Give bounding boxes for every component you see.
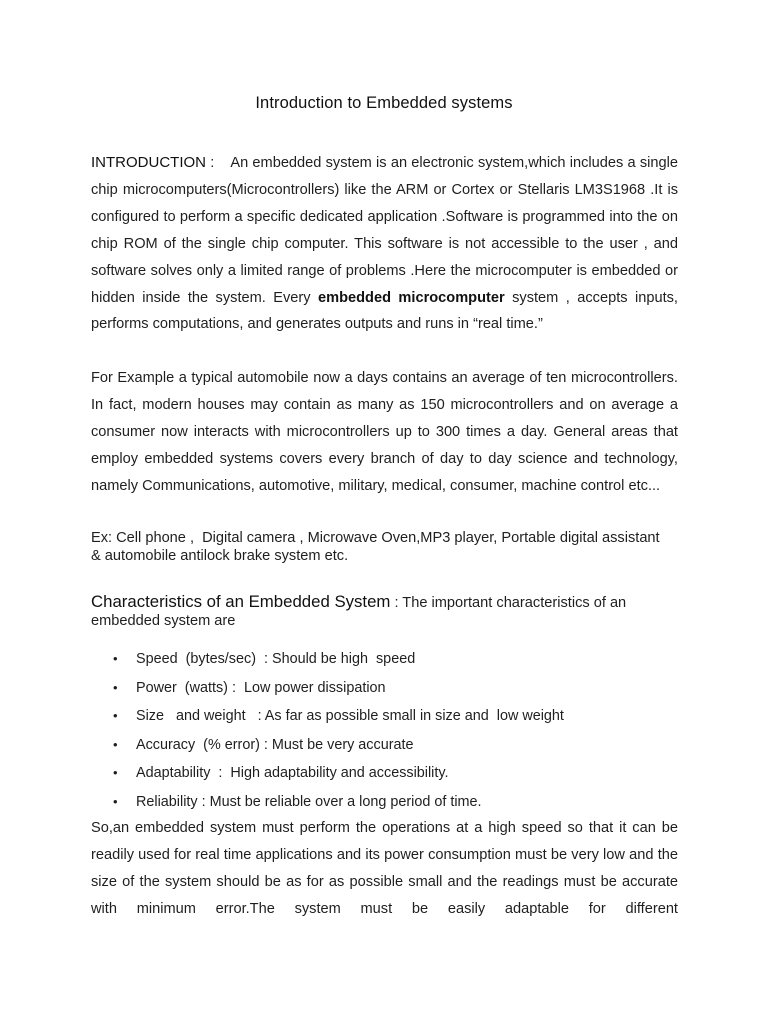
bullet-icon: • [113, 793, 118, 809]
list-item-text: Size and weight : As far as possible small in size and low weight [136, 708, 564, 725]
bullet-icon: • [113, 736, 118, 752]
document-title: Introduction to Embedded systems [255, 94, 513, 112]
list-item-text: Power (watts) : Low power dissipation [136, 679, 386, 696]
intro-text-part-2: system , accepts inputs, performs computations, and generates outputs and runs in “real time.” [91, 289, 678, 333]
intro-label: INTRODUCTION [91, 154, 206, 171]
list-item-text: Reliability : Must be reliable over a long period of time. [136, 793, 482, 810]
characteristics-list [91, 645, 678, 817]
intro-text-part-1: An embedded system is an electronic system,which includes a single chip microcomputers(Microcontrollers) like the ARM or Cortex or Stellaris LM3S1968 .It is configured to perform a specific dedicated application .Software is programmed into the on chip ROM of the single chip computer. This software is not accessible to the user , and software solves only a limited range of problems .Here the microcomputer is embedded or hidden inside the system. Every [91, 155, 678, 306]
examples-line-2: & automobile antilock brake system etc. [91, 548, 349, 564]
list-item [91, 731, 678, 760]
intro-paragraph [91, 150, 678, 338]
list-item-text: Accuracy (% error) : Must be very accurate [136, 736, 414, 753]
characteristics-intro-text: : The important characteristics of an embedded system are [91, 595, 627, 629]
bullet-icon: • [113, 679, 118, 695]
example-paragraph: For Example a typical automobile now a days contains an average of ten microcontrollers. In fact, modern houses may contain as many as 150 microcontrollers and on average a consumer now interacts with microcontrollers up to 300 times a day. General areas that employ embedded systems covers every branch of day to day science and technology, namely Communications, automotive, military, medical, consumer, machine control etc... [91, 370, 678, 494]
bullet-icon: • [113, 708, 118, 724]
characteristics-heading: Characteristics of an Embedded System [91, 592, 391, 611]
list-item [91, 674, 678, 703]
characteristics-intro [91, 593, 678, 630]
examples-line-1: Ex: Cell phone , Digital camera , Microwave Oven,MP3 player, Portable digital assistant [91, 530, 660, 546]
list-item-text: Adaptability : High adaptability and accessibility. [136, 765, 449, 782]
list-item [91, 788, 678, 817]
closing-paragraph: So,an embedded system must perform the operations at a high speed so that it can be readily used for real time applications and its power consumption must be very low and the size of the system should be as for as possible small and the readings must be accurate with minimum error.The system must be easily adaptable for different [91, 820, 678, 917]
list-item-text: Speed (bytes/sec) : Should be high speed [136, 651, 416, 667]
list-item [91, 759, 678, 788]
examples-block [91, 529, 678, 565]
list-item [91, 702, 678, 731]
bullet-icon: • [113, 765, 118, 781]
list-item [91, 645, 678, 674]
bullet-icon: • [113, 651, 118, 666]
intro-bold-term: embedded microcomputer [318, 289, 505, 306]
intro-separator: : [206, 155, 231, 171]
